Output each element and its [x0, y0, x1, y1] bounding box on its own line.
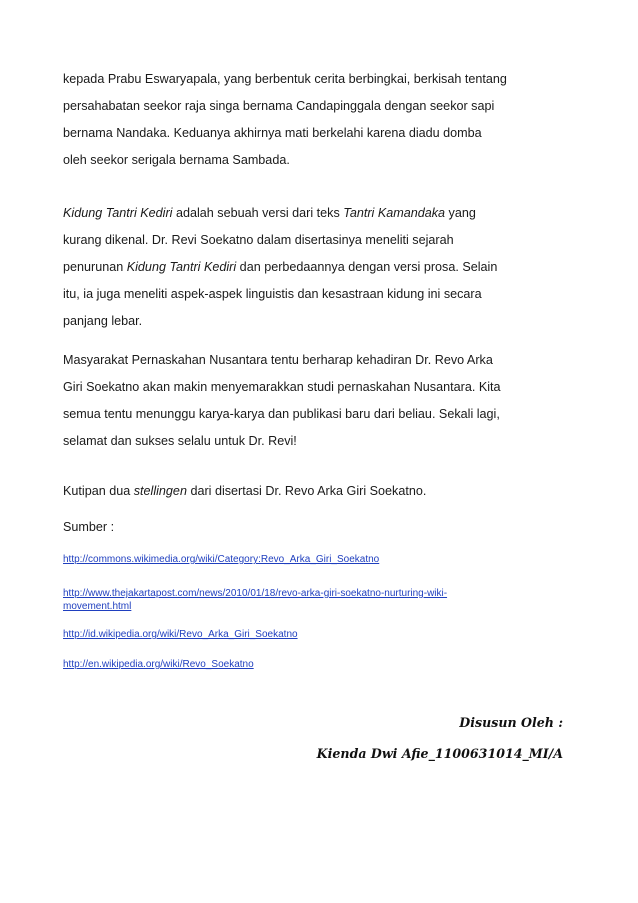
link-text: http://id.wikipedia.org/wiki/Revo_Arka_Giri_Soekatno [63, 629, 298, 640]
source-link-commons[interactable] [63, 553, 563, 566]
link-text: http://en.wikipedia.org/wiki/Revo_Soekatno [63, 659, 254, 670]
italic-title: Kidung Tantri Kediri [126, 260, 237, 274]
source-link-en-wikipedia[interactable] [63, 658, 563, 671]
sources-label: Sumber : [63, 520, 115, 534]
text-line [63, 254, 573, 281]
italic-title: Kidung Tantri Kediri [63, 206, 173, 220]
source-link-jakartapost[interactable] [63, 587, 563, 613]
text-line: kepada Prabu Eswaryapala, yang berbentuk cerita berbingkai, berkisah tentang [63, 72, 507, 86]
signature-name: Kienda Dwi Afie_1100631014_MI/A [316, 746, 563, 761]
italic-term: stellingen [133, 484, 187, 498]
text-line: bernama Nandaka. Keduanya akhirnya mati berkelahi karena diadu domba [63, 126, 482, 140]
source-link-id-wikipedia[interactable] [63, 628, 563, 641]
link-text: movement.html [63, 601, 132, 612]
paragraph-kutipan [63, 478, 573, 505]
text-line: itu, ia juga meneliti aspek-aspek linguistis dan kesastraan kidung ini secara [63, 287, 482, 301]
text-line [63, 200, 573, 227]
text-run: dari disertasi Dr. Revo Arka Giri Soekatno. [186, 484, 427, 498]
text-run: Kutipan dua [63, 484, 134, 498]
text-line: kurang dikenal. Dr. Revi Soekatno dalam disertasinya meneliti sejarah [63, 233, 454, 247]
link-text: http://commons.wikimedia.org/wiki/Category:Revo_Arka_Giri_Soekatno [63, 554, 380, 565]
text-line [63, 478, 573, 505]
text-line: Giri Soekatno akan makin menyemarakkan studi pernaskahan Nusantara. Kita [63, 380, 501, 394]
text-line: Masyarakat Pernaskahan Nusantara tentu berharap kehadiran Dr. Revo Arka [63, 353, 493, 367]
italic-title: Tantri Kamandaka [343, 206, 446, 220]
paragraph-story [63, 66, 573, 174]
text-run: dan perbedaannya dengan versi prosa. Selain [236, 260, 498, 274]
paragraph-masyarakat [63, 347, 573, 455]
signature-heading: Disusun Oleh : [459, 715, 563, 730]
link-text: http://www.thejakartapost.com/news/2010/01/18/revo-arka-giri-soekatno-nurturing-wiki- [63, 588, 448, 599]
paragraph-kidung [63, 200, 573, 335]
text-line: panjang lebar. [63, 314, 143, 328]
text-run: yang [445, 206, 476, 220]
text-run: penurunan [63, 260, 127, 274]
text-line: persahabatan seekor raja singa bernama Candapinggala dengan seekor sapi [63, 99, 495, 113]
text-run: adalah sebuah versi dari teks [172, 206, 344, 220]
text-line: oleh seekor serigala bernama Sambada. [63, 153, 290, 167]
text-line: semua tentu menunggu karya-karya dan publikasi baru dari beliau. Sekali lagi, [63, 407, 500, 421]
text-line: selamat dan sukses selalu untuk Dr. Revi! [63, 434, 297, 448]
